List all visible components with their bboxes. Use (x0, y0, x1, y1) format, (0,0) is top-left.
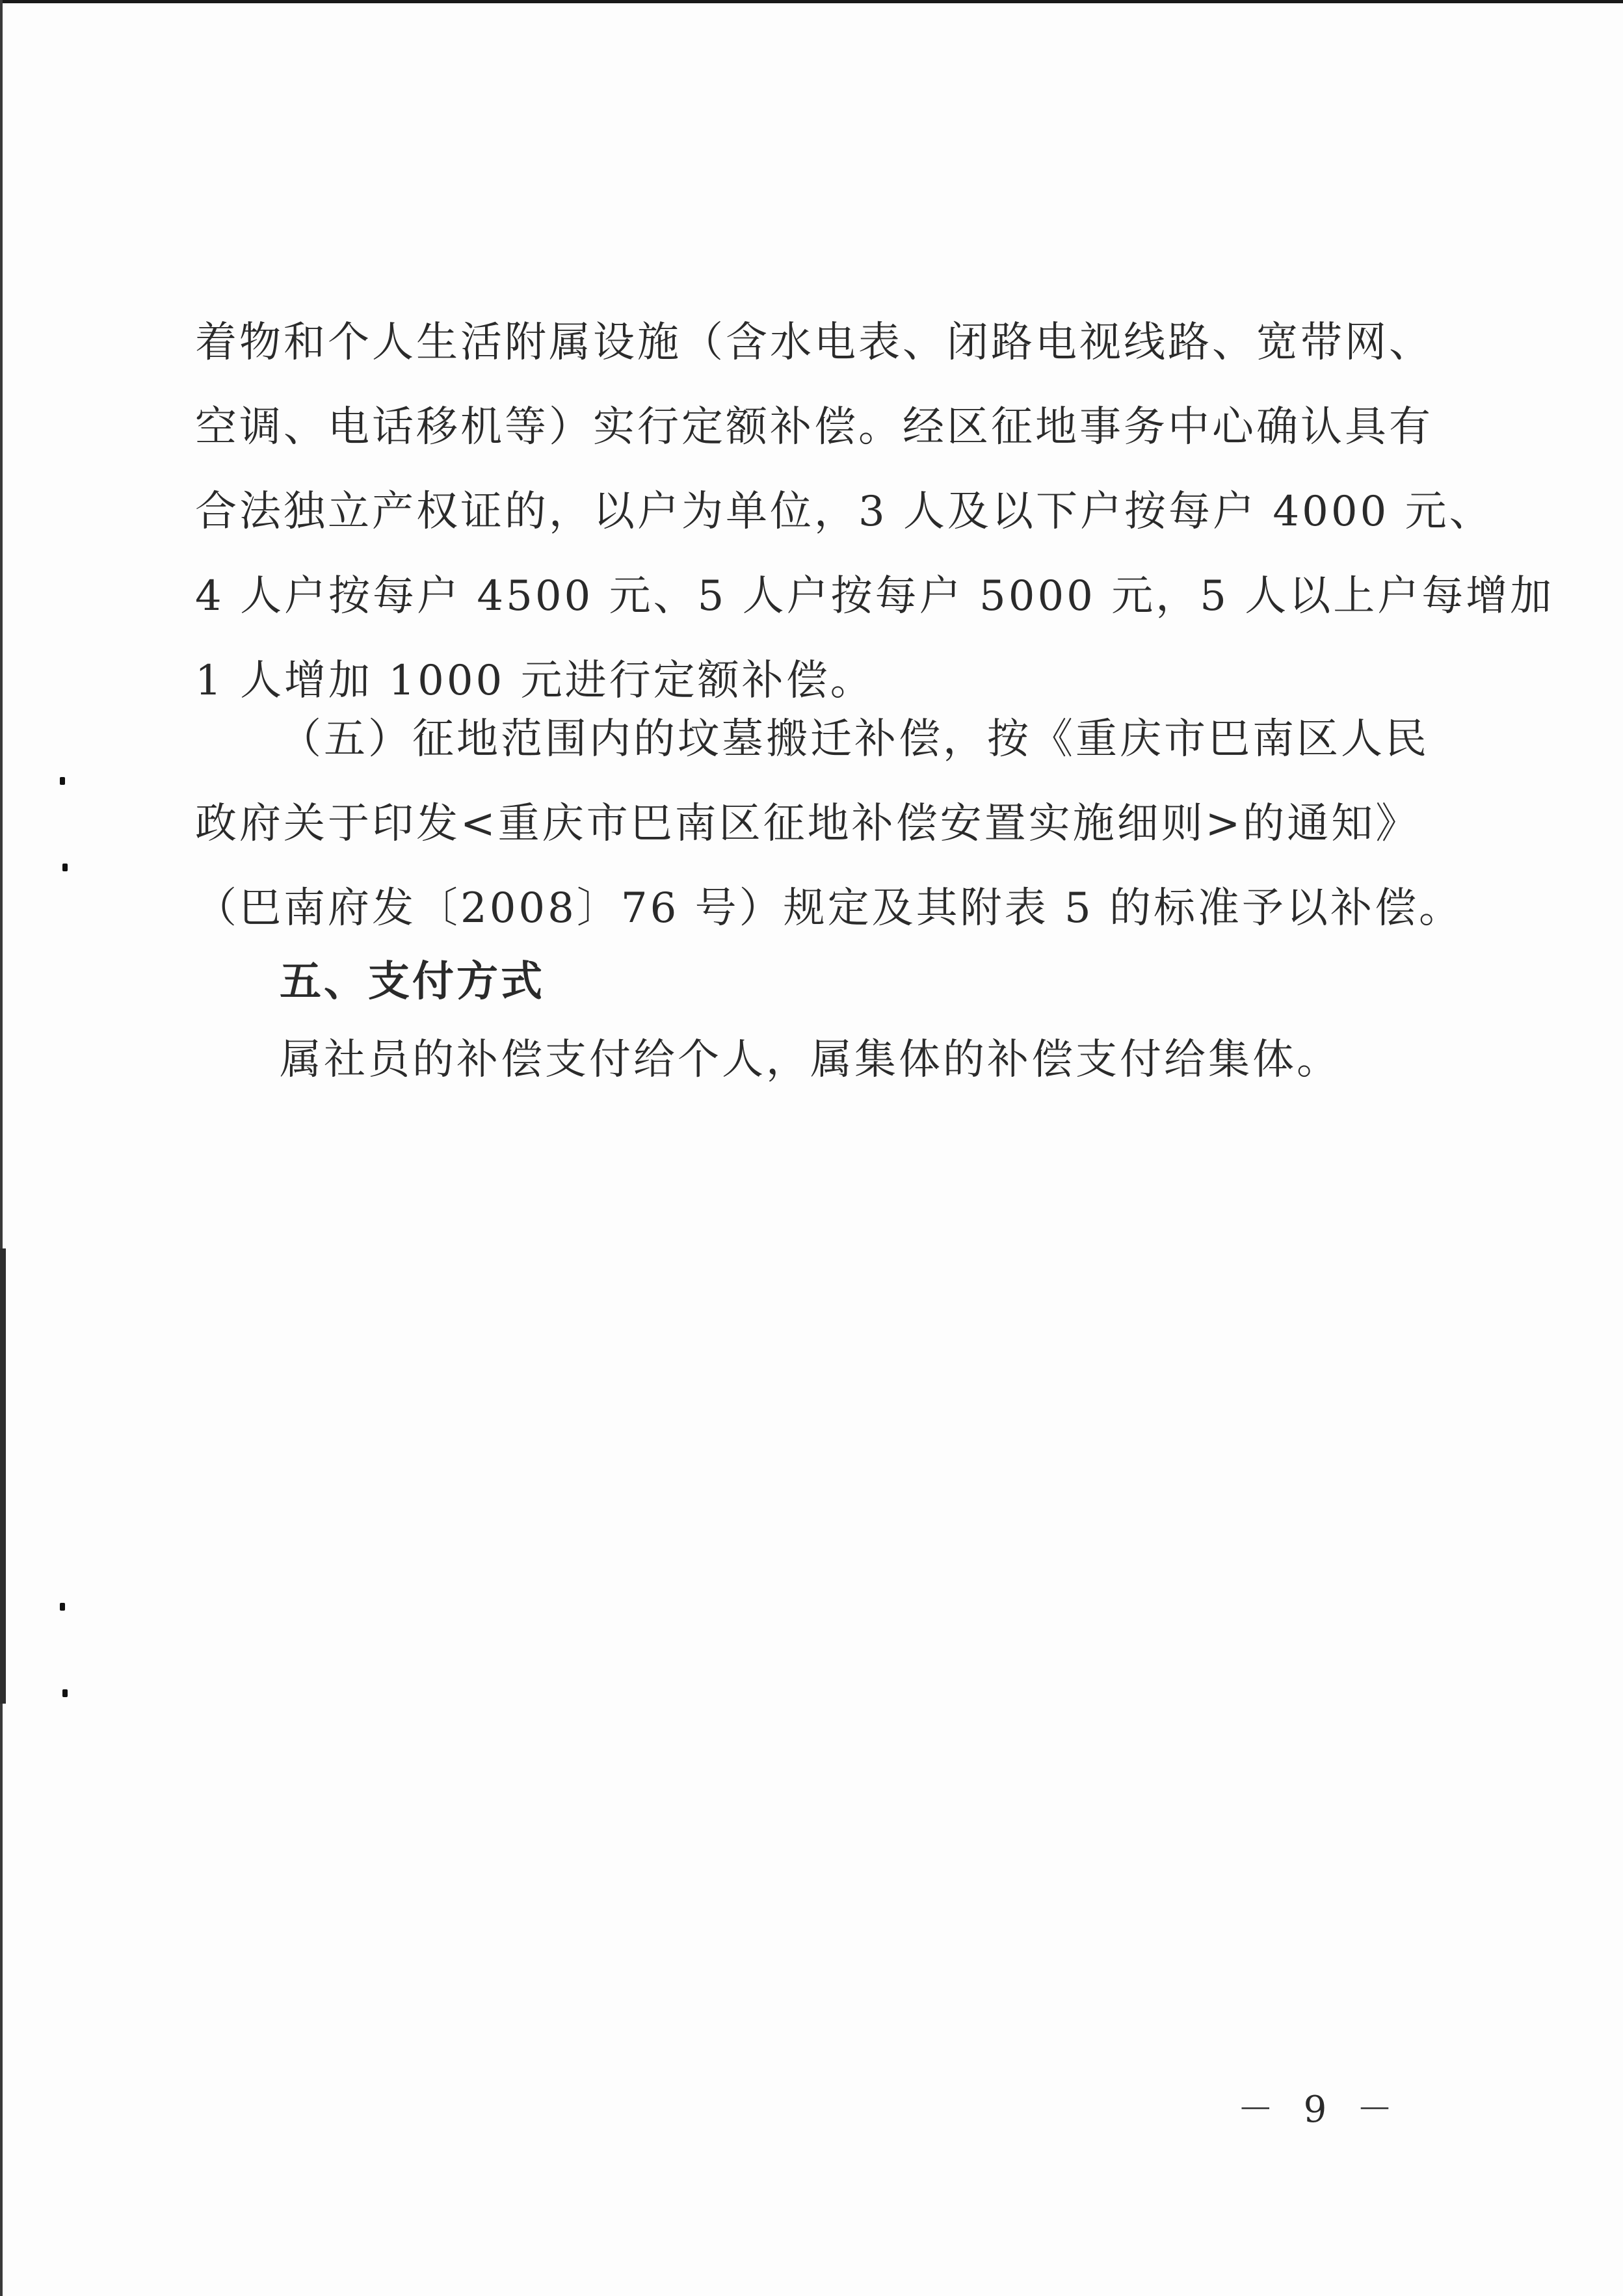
paragraph-line: 4 人户按每户 4500 元、5 人户按每户 5000 元，5 人以上户每增加 (195, 572, 1555, 620)
paragraph-line: （巴南府发〔2008〕76 号）规定及其附表 5 的标准予以补偿。 (195, 884, 1464, 932)
scan-edge-top (0, 0, 1623, 3)
page-number: － 9 － (1237, 2089, 1402, 2131)
paragraph-payment-method (195, 1018, 1405, 1102)
paragraph-line: （五）征地范围内的坟墓搬迁补偿，按《重庆市巴南区人民 (280, 715, 1429, 763)
paragraph-compensation-fixed (195, 300, 1555, 723)
binding-hole-mark (62, 1689, 68, 1697)
scan-edge-left (0, 0, 3, 2296)
paragraph-line: 1 人增加 1000 元进行定额补偿。 (195, 657, 875, 705)
paragraph-line: 合法独立产权证的，以户为单位，3 人及以下户按每户 4000 元、 (195, 488, 1494, 536)
binding-hole-mark (60, 777, 65, 785)
section-heading: 五、支付方式 (280, 958, 545, 1006)
paragraph-line: 政府关于印发<重庆市巴南区征地补偿安置实施细则>的通知》 (195, 800, 1420, 848)
scan-edge-left-mark (0, 1248, 6, 1704)
binding-hole-mark (62, 864, 68, 871)
binding-hole-mark (60, 1603, 65, 1611)
paragraph-line: 着物和个人生活附属设施（含水电表、闭路电视线路、宽带网、 (195, 319, 1433, 367)
paragraph-grave-relocation (195, 697, 1464, 951)
paragraph-line: 属社员的补偿支付给个人，属集体的补偿支付给集体。 (280, 1036, 1341, 1084)
paragraph-line: 空调、电话移机等）实行定额补偿。经区征地事务中心确认具有 (195, 403, 1433, 451)
